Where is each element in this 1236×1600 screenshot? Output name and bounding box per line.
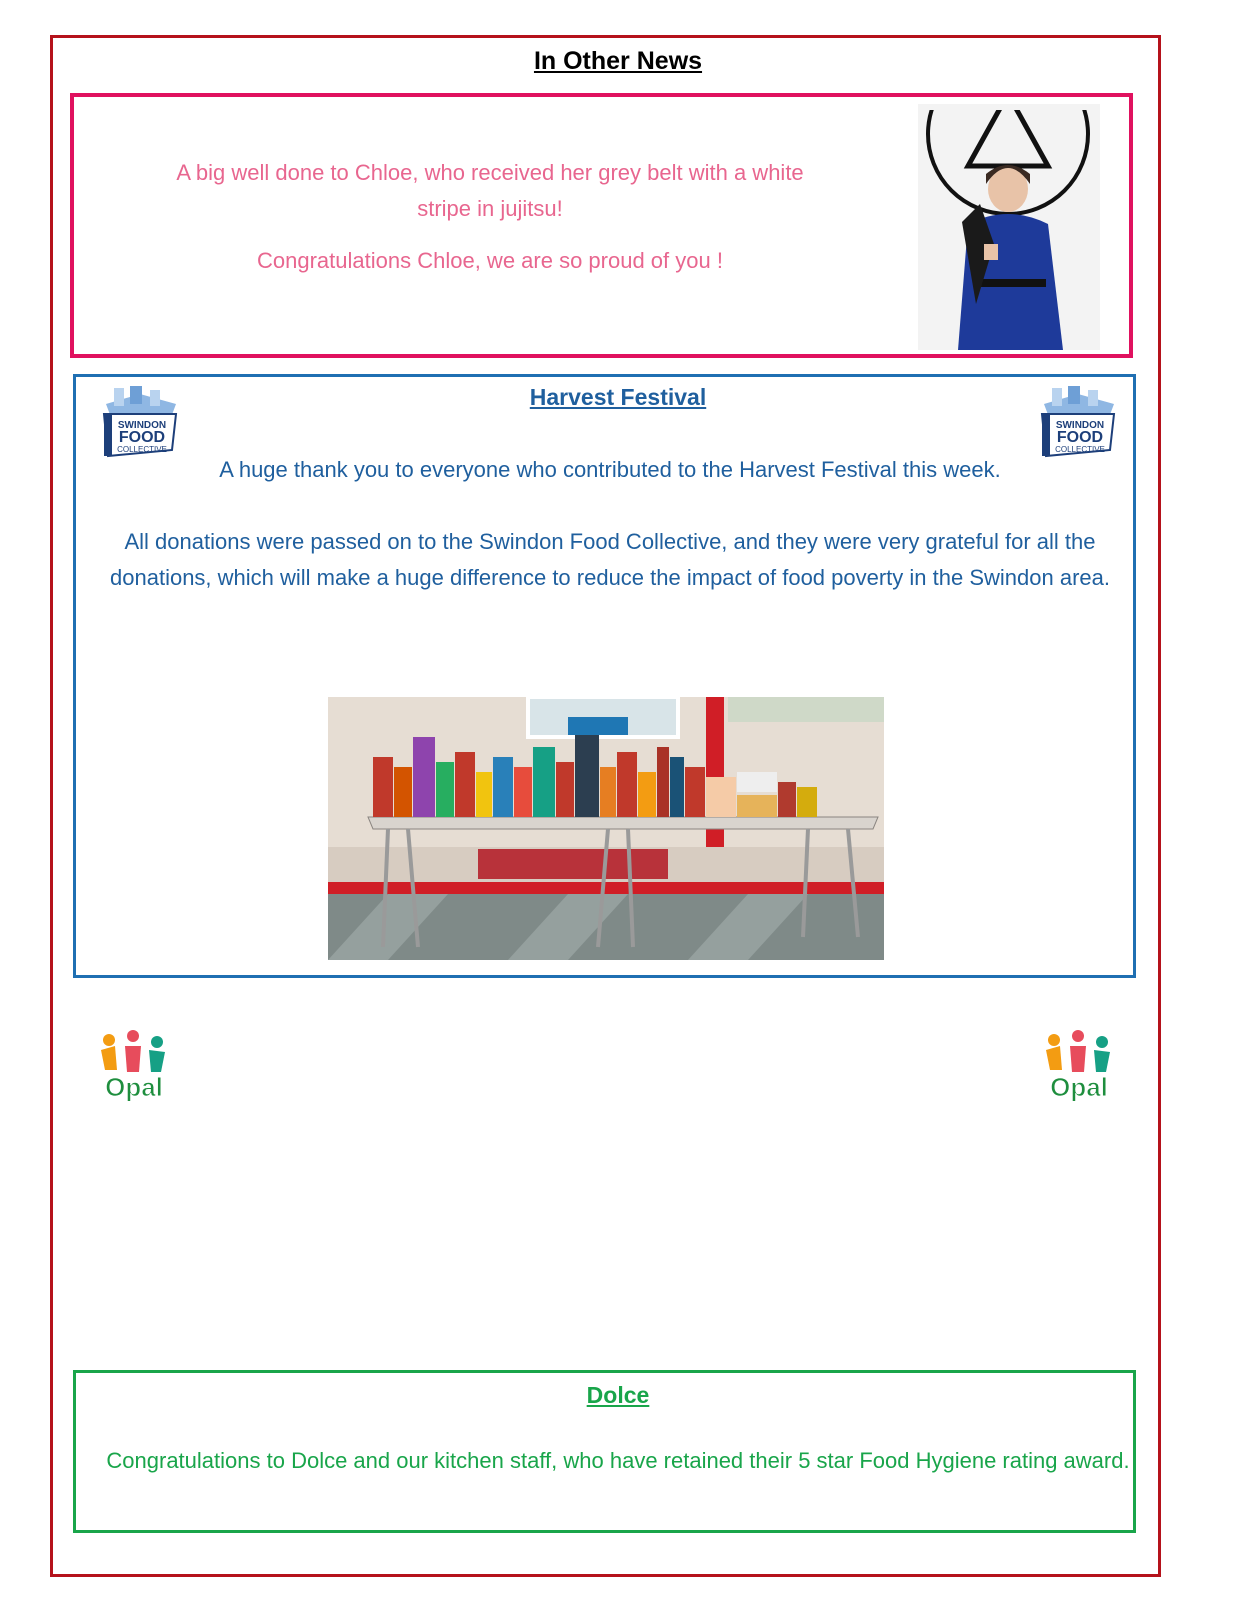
svg-text:COLLECTIVE: COLLECTIVE [1055, 445, 1105, 454]
harvest-donations-text: All donations were passed on to the Swindon Food Collective, and they were very grateful for all the donations, which will make a huge difference to reduce the impact of food poverty in the Swindon area. [110, 529, 1110, 590]
svg-text:SWINDON: SWINDON [1055, 420, 1105, 431]
svg-text:FOOD: FOOD [1056, 429, 1104, 446]
svg-text:SWINDON: SWINDON [117, 420, 167, 431]
page-title: In Other News [533, 47, 703, 75]
svg-text:COLLECTIVE: COLLECTIVE [117, 445, 167, 454]
harvest-donations-photo [328, 697, 884, 960]
opal-logo [1040, 1026, 1118, 1106]
chloe-message: A big well done to Chloe, who received her grey belt with a white stripe in jujitsu! [176, 160, 804, 221]
swindon-food-collective-logo [1038, 384, 1118, 458]
opal-logo [95, 1026, 173, 1106]
swindon-food-collective-logo [100, 384, 180, 458]
chloe-congratulations: Congratulations Chloe, we are so proud of you ! [257, 248, 723, 273]
svg-text:Opal: Opal [105, 1072, 163, 1102]
svg-text:FOOD: FOOD [118, 429, 166, 446]
svg-text:Opal: Opal [1050, 1072, 1108, 1102]
chloe-jujitsu-photo [918, 104, 1100, 350]
dolce-message: Congratulations to Dolce and our kitchen staff, who have retained their 5 star Food Hygiene rating award. [106, 1448, 1130, 1473]
harvest-thank-you: A huge thank you to everyone who contributed to the Harvest Festival this week. [219, 457, 1001, 482]
dolce-title: Dolce [586, 1382, 650, 1408]
harvest-festival-title: Harvest Festival [529, 384, 707, 410]
